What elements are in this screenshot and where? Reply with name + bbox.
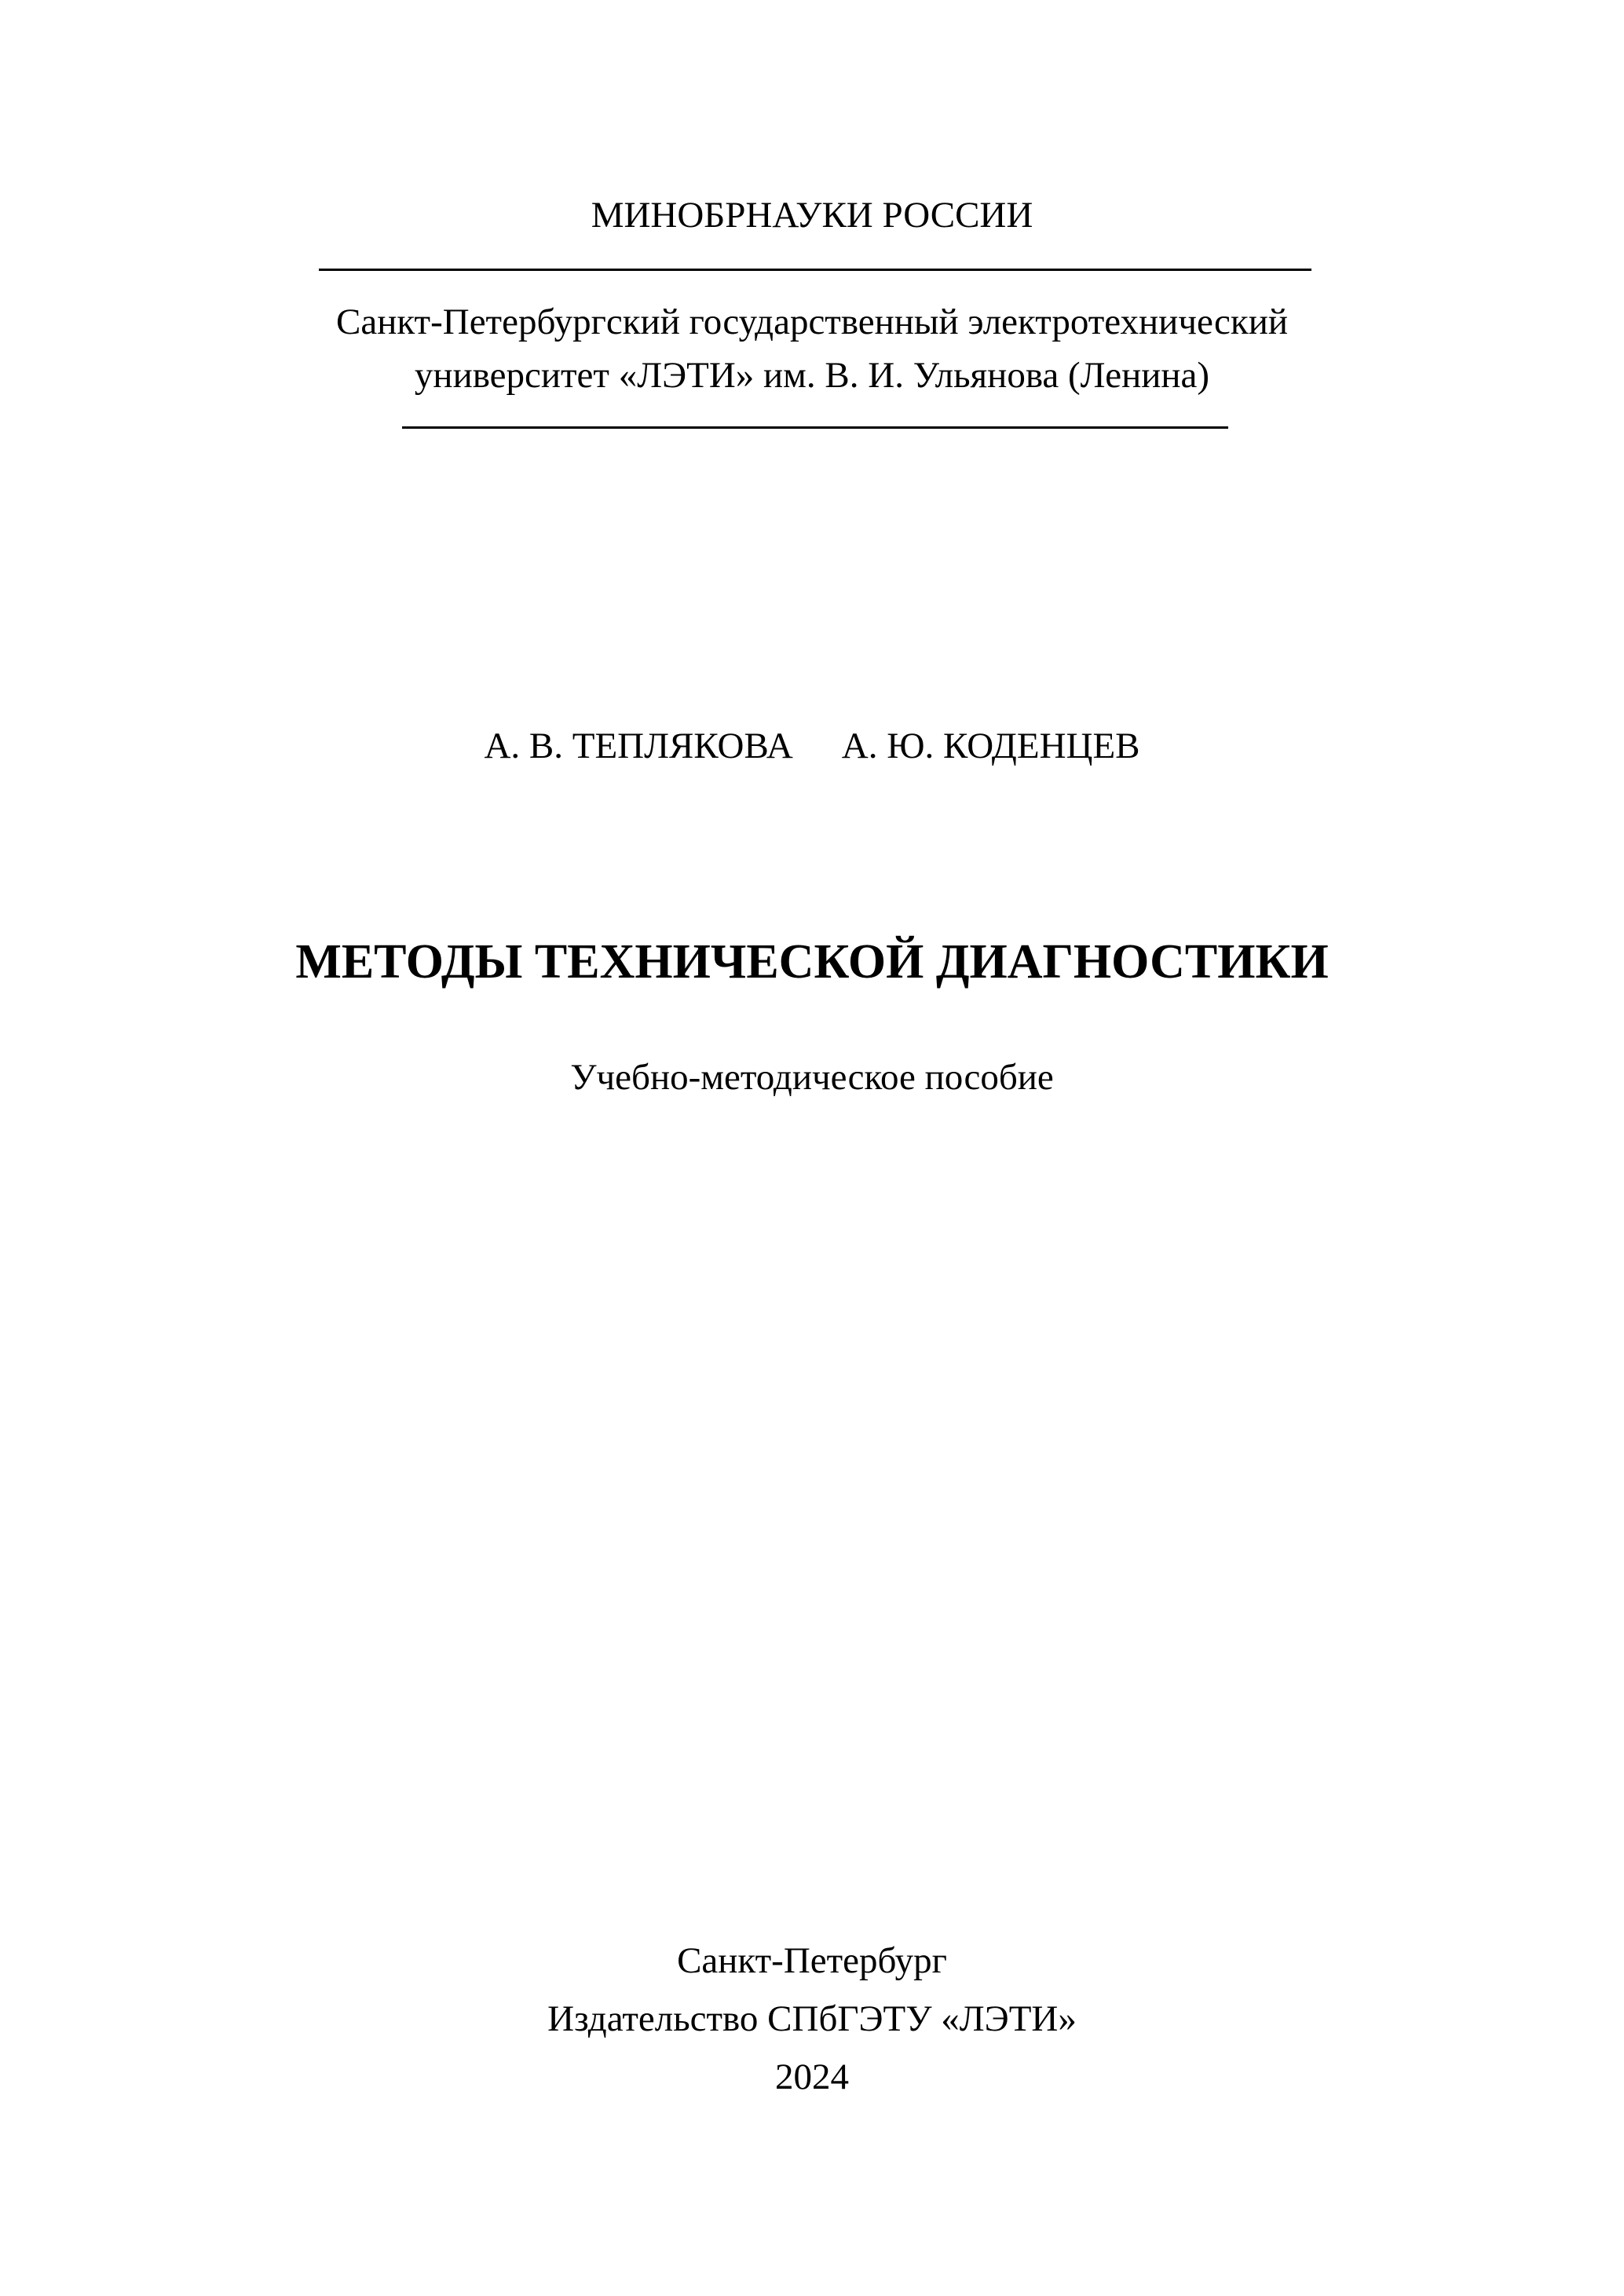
- document-subtitle: Учебно-методическое пособие: [570, 1057, 1054, 1098]
- authors: [0, 722, 1624, 770]
- university-name-line2: университет «ЛЭТИ» им. В. И. Ульянова (Ленина): [414, 355, 1210, 396]
- author-1: А. В. ТЕПЛЯКОВА: [484, 726, 793, 766]
- author-2: А. Ю. КОДЕНЦЕВ: [841, 726, 1140, 766]
- imprint-year: 2024: [775, 2057, 849, 2097]
- ministry-name: МИНОБРНАУКИ РОССИИ: [591, 195, 1033, 236]
- imprint-publisher: Издательство СПбГЭТУ «ЛЭТИ»: [547, 1998, 1077, 2039]
- imprint-city: Санкт-Петербург: [677, 1940, 947, 1981]
- document-title: МЕТОДЫ ТЕХНИЧЕСКОЙ ДИАГНОСТИКИ: [295, 935, 1329, 989]
- header-divider-top: [319, 269, 1311, 271]
- university-name-line1: Санкт-Петербургский государственный электротехнический: [335, 302, 1289, 342]
- header-divider-bottom: [402, 426, 1228, 429]
